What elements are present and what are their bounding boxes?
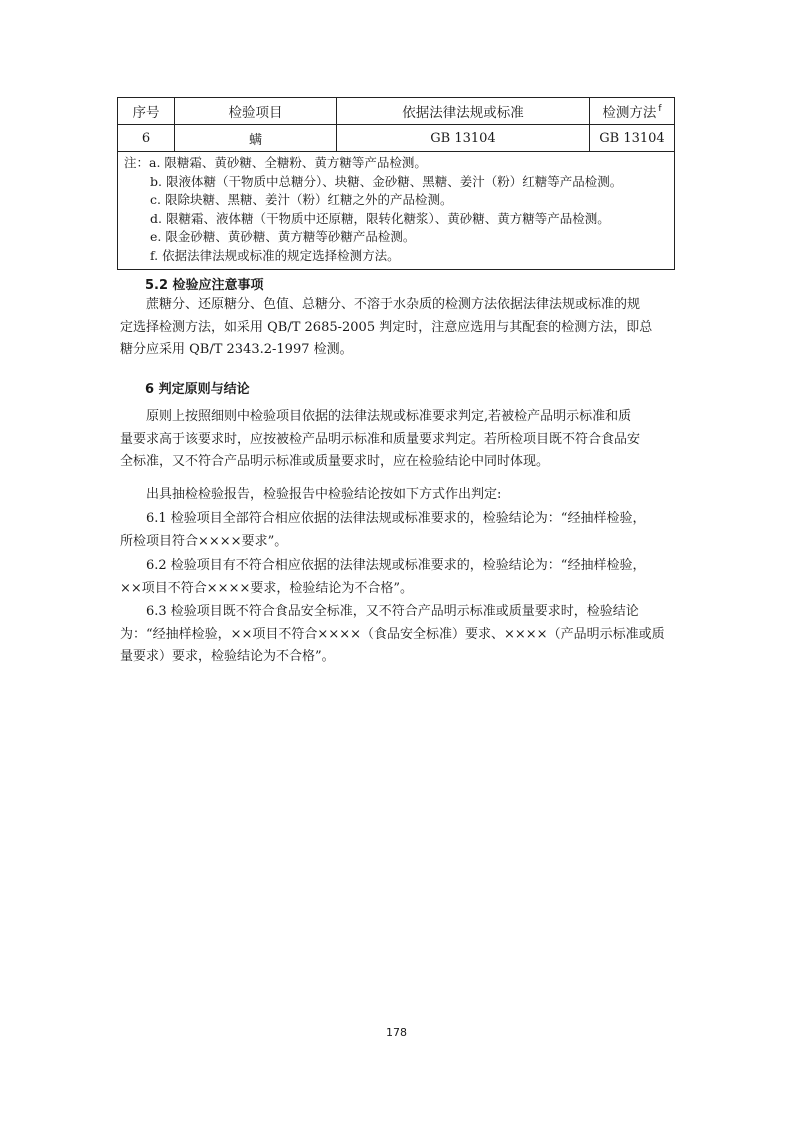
- table-header-row: [118, 98, 675, 125]
- header-method-footnote: f: [658, 104, 662, 114]
- note-d: d. 限糖霜、液体糖（干物质中还原糖，限转化糖浆）、黄砂糖、黄方糖等产品检测。: [150, 210, 610, 226]
- cell-item: 螨: [175, 125, 337, 152]
- note-c: c. 限除块糖、黑糖、姜汁（粉）红糖之外的产品检测。: [150, 192, 453, 208]
- section-5-2-paragraph: [120, 294, 672, 362]
- para-line: 为：“经抽样检验，××项目不符合××××（食品安全标准）要求、××××（产品明示标准或质: [120, 626, 665, 642]
- para-line: 蔗糖分、还原糖分、色值、总糖分、不溶于水杂质的检测方法依据法律法规或标准的规: [146, 297, 641, 312]
- para-line: 原则上按照细则中检验项目依据的法律法规或标准要求判定,若被检产品明示标准和质: [146, 409, 632, 424]
- clause-6-2: [120, 555, 672, 600]
- note-b: b. 限液体糖（干物质中总糖分）、块糖、金砂糖、黑糖、姜汁（粉）红糖等产品检测。: [150, 173, 623, 189]
- para-line: 全标准，又不符合产品明示标准或质量要求时，应在检验结论中同时体现。: [120, 454, 550, 469]
- table-notes-row: [118, 152, 675, 270]
- cell-no: 6: [118, 125, 175, 152]
- para-line: 糖分应采用 QB/T 2343.2-1997 检测。: [120, 342, 353, 357]
- inspection-items-table: [117, 97, 675, 270]
- para-line: 量要求）要求，检验结论为不合格”。: [120, 649, 335, 664]
- cell-standard: GB 13104: [337, 125, 590, 152]
- note-a: 注：a. 限糖霜、黄砂糖、全糖粉、黄方糖等产品检测。: [124, 155, 427, 170]
- table-notes: [118, 152, 675, 270]
- clause-6-3: [120, 601, 672, 669]
- para-line: 出具抽检检验报告，检验报告中检验结论按如下方式作出判定:: [146, 487, 502, 502]
- section-5-2-heading: 5.2 检验应注意事项: [145, 278, 264, 293]
- para-line: 所检项目符合××××要求”。: [120, 533, 288, 549]
- para-line: 定选择检测方法，如采用 QB/T 2685-2005 判定时，注意应选用与其配套的检测方法，即总: [120, 319, 653, 335]
- para-line: 6.1 检验项目全部符合相应依据的法律法规或标准要求的，检验结论为：“经抽样检验，: [146, 511, 646, 526]
- para-line: ××项目不符合××××要求，检验结论为不合格”。: [120, 580, 414, 596]
- header-method: [590, 98, 675, 125]
- clause-6-1: [120, 508, 672, 553]
- section-6-heading: 6 判定原则与结论: [145, 382, 250, 397]
- para-line: 6.2 检验项目有不符合相应依据的法律法规或标准要求的，检验结论为：“经抽样检验，: [146, 558, 646, 573]
- table-row: [118, 125, 675, 152]
- note-f: f. 依据法律法规或标准的规定选择检测方法。: [150, 247, 400, 263]
- page-number: 178: [386, 1026, 407, 1039]
- section-6-paragraph-2: [120, 484, 672, 507]
- cell-method: GB 13104: [590, 125, 675, 152]
- header-no: 序号: [118, 98, 175, 125]
- header-item: 检验项目: [175, 98, 337, 125]
- para-line: 6.3 检验项目既不符合食品安全标准，又不符合产品明示标准或质量要求时，检验结论: [146, 604, 639, 619]
- header-method-label: 检测方法: [602, 105, 657, 121]
- section-6-paragraph-1: [120, 406, 672, 474]
- para-line: 量要求高于该要求时，应按被检产品明示标准和质量要求判定。若所检项目既不符合食品安: [120, 431, 641, 447]
- note-e: e. 限金砂糖、黄砂糖、黄方糖等砂糖产品检测。: [150, 229, 416, 245]
- header-standard: 依据法律法规或标准: [337, 98, 590, 125]
